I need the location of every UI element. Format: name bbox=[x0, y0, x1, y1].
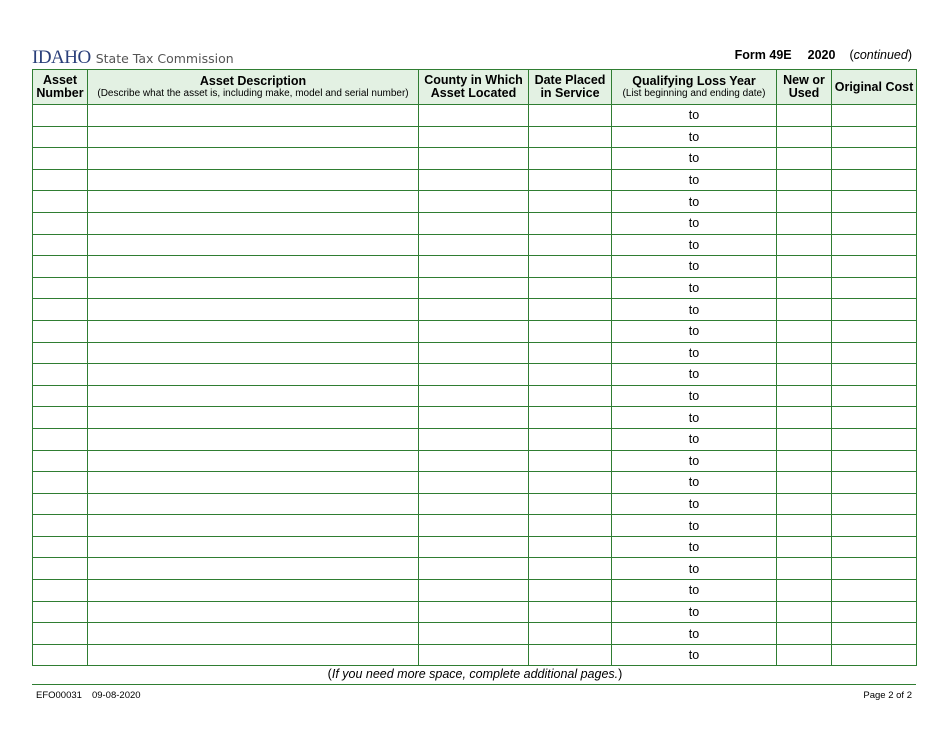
cell-original-cost[interactable] bbox=[832, 623, 917, 645]
cell-date-placed[interactable] bbox=[529, 191, 612, 213]
table-row bbox=[33, 191, 917, 213]
date-range-connector: to bbox=[688, 194, 700, 209]
date-range-connector: to bbox=[688, 626, 700, 641]
cell-date-placed[interactable] bbox=[529, 234, 612, 256]
cell-date-placed[interactable] bbox=[529, 623, 612, 645]
table-row bbox=[33, 342, 917, 364]
cell-new-or-used[interactable] bbox=[777, 191, 832, 213]
cell-asset-number[interactable] bbox=[33, 148, 88, 170]
cell-county[interactable] bbox=[419, 515, 529, 537]
date-range-connector: to bbox=[688, 648, 700, 663]
cell-original-cost[interactable] bbox=[832, 169, 917, 191]
cell-original-cost[interactable] bbox=[832, 234, 917, 256]
cell-original-cost[interactable] bbox=[832, 342, 917, 364]
table-row bbox=[33, 148, 917, 170]
cell-county[interactable] bbox=[419, 472, 529, 494]
cell-qualifying-year[interactable] bbox=[612, 320, 777, 342]
cell-new-or-used[interactable] bbox=[777, 169, 832, 191]
form-year: 2020 bbox=[807, 48, 836, 62]
cell-date-placed[interactable] bbox=[529, 320, 612, 342]
cell-asset-description[interactable] bbox=[88, 169, 419, 191]
date-range-connector: to bbox=[688, 518, 700, 533]
cell-qualifying-year[interactable] bbox=[612, 558, 777, 580]
cell-asset-description[interactable] bbox=[88, 407, 419, 429]
cell-new-or-used[interactable] bbox=[777, 234, 832, 256]
cell-original-cost[interactable] bbox=[832, 536, 917, 558]
cell-qualifying-year[interactable] bbox=[612, 644, 777, 666]
cell-asset-description[interactable] bbox=[88, 558, 419, 580]
cell-asset-number[interactable] bbox=[33, 299, 88, 321]
table-row bbox=[33, 472, 917, 494]
cell-county[interactable] bbox=[419, 169, 529, 191]
cell-original-cost[interactable] bbox=[832, 407, 917, 429]
cell-new-or-used[interactable] bbox=[777, 493, 832, 515]
footer-divider bbox=[32, 684, 916, 685]
cell-date-placed[interactable] bbox=[529, 169, 612, 191]
cell-new-or-used[interactable] bbox=[777, 558, 832, 580]
date-range-connector: to bbox=[688, 237, 700, 252]
cell-date-placed[interactable] bbox=[529, 256, 612, 278]
cell-county[interactable] bbox=[419, 580, 529, 602]
cell-new-or-used[interactable] bbox=[777, 126, 832, 148]
logo-mark: IDAHO bbox=[32, 47, 91, 68]
cell-original-cost[interactable] bbox=[832, 212, 917, 234]
cell-qualifying-year[interactable] bbox=[612, 299, 777, 321]
header-qualifying-year-sub: (List beginning and ending date) bbox=[622, 87, 766, 99]
cell-original-cost[interactable] bbox=[832, 385, 917, 407]
page-number: Page 2 of 2 bbox=[863, 690, 912, 701]
cell-new-or-used[interactable] bbox=[777, 105, 832, 127]
cell-new-or-used[interactable] bbox=[777, 277, 832, 299]
cell-date-placed[interactable] bbox=[529, 407, 612, 429]
cell-county[interactable] bbox=[419, 450, 529, 472]
revision-date: 09-08-2020 bbox=[91, 690, 141, 701]
table-header-row bbox=[33, 70, 917, 105]
cell-qualifying-year[interactable] bbox=[612, 256, 777, 278]
table-row bbox=[33, 580, 917, 602]
logo-subtitle: State Tax Commission bbox=[95, 51, 234, 66]
cell-qualifying-year[interactable] bbox=[612, 472, 777, 494]
cell-original-cost[interactable] bbox=[832, 580, 917, 602]
table-row bbox=[33, 644, 917, 666]
cell-date-placed[interactable] bbox=[529, 105, 612, 127]
cell-new-or-used[interactable] bbox=[777, 385, 832, 407]
cell-asset-description[interactable] bbox=[88, 601, 419, 623]
cell-date-placed[interactable] bbox=[529, 450, 612, 472]
cell-qualifying-year[interactable] bbox=[612, 277, 777, 299]
table-row bbox=[33, 493, 917, 515]
table-row bbox=[33, 169, 917, 191]
cell-original-cost[interactable] bbox=[832, 472, 917, 494]
cell-date-placed[interactable] bbox=[529, 212, 612, 234]
cell-new-or-used[interactable] bbox=[777, 580, 832, 602]
cell-asset-number[interactable] bbox=[33, 601, 88, 623]
date-range-connector: to bbox=[688, 324, 700, 339]
cell-new-or-used[interactable] bbox=[777, 601, 832, 623]
cell-new-or-used[interactable] bbox=[777, 342, 832, 364]
table-row bbox=[33, 234, 917, 256]
cell-qualifying-year[interactable] bbox=[612, 191, 777, 213]
date-range-connector: to bbox=[688, 259, 700, 274]
header-new-or-used: New or Used bbox=[777, 70, 832, 105]
cell-asset-number[interactable] bbox=[33, 320, 88, 342]
cell-original-cost[interactable] bbox=[832, 277, 917, 299]
date-range-connector: to bbox=[688, 561, 700, 576]
date-range-connector: to bbox=[688, 432, 700, 447]
cell-asset-number[interactable] bbox=[33, 191, 88, 213]
cell-original-cost[interactable] bbox=[832, 148, 917, 170]
cell-date-placed[interactable] bbox=[529, 493, 612, 515]
cell-new-or-used[interactable] bbox=[777, 299, 832, 321]
cell-asset-description[interactable] bbox=[88, 105, 419, 127]
cell-original-cost[interactable] bbox=[832, 428, 917, 450]
cell-new-or-used[interactable] bbox=[777, 428, 832, 450]
header-asset-description bbox=[88, 70, 419, 105]
cell-qualifying-year[interactable] bbox=[612, 169, 777, 191]
cell-county[interactable] bbox=[419, 299, 529, 321]
cell-county[interactable] bbox=[419, 536, 529, 558]
cell-date-placed[interactable] bbox=[529, 472, 612, 494]
cell-asset-number[interactable] bbox=[33, 580, 88, 602]
cell-original-cost[interactable] bbox=[832, 515, 917, 537]
cell-asset-description[interactable] bbox=[88, 299, 419, 321]
cell-qualifying-year[interactable] bbox=[612, 493, 777, 515]
cell-asset-number[interactable] bbox=[33, 342, 88, 364]
table-row bbox=[33, 601, 917, 623]
cell-asset-description[interactable] bbox=[88, 472, 419, 494]
asset-table bbox=[32, 69, 917, 666]
cell-original-cost[interactable] bbox=[832, 191, 917, 213]
cell-qualifying-year[interactable] bbox=[612, 385, 777, 407]
cell-date-placed[interactable] bbox=[529, 644, 612, 666]
table-row bbox=[33, 277, 917, 299]
cell-county[interactable] bbox=[419, 623, 529, 645]
table-row bbox=[33, 536, 917, 558]
cell-date-placed[interactable] bbox=[529, 385, 612, 407]
cell-county[interactable] bbox=[419, 558, 529, 580]
cell-asset-number[interactable] bbox=[33, 428, 88, 450]
cell-new-or-used[interactable] bbox=[777, 536, 832, 558]
date-range-connector: to bbox=[688, 108, 700, 123]
cell-asset-number[interactable] bbox=[33, 277, 88, 299]
cell-asset-number[interactable] bbox=[33, 623, 88, 645]
cell-asset-description[interactable] bbox=[88, 428, 419, 450]
cell-asset-number[interactable] bbox=[33, 515, 88, 537]
cell-asset-number[interactable] bbox=[33, 385, 88, 407]
date-range-connector: to bbox=[688, 216, 700, 231]
cell-county[interactable] bbox=[419, 601, 529, 623]
cell-asset-number[interactable] bbox=[33, 536, 88, 558]
header-date-placed: Date Placed in Service bbox=[529, 70, 612, 105]
cell-asset-number[interactable] bbox=[33, 234, 88, 256]
cell-qualifying-year[interactable] bbox=[612, 623, 777, 645]
cell-county[interactable] bbox=[419, 407, 529, 429]
continued-label: (continued) bbox=[849, 48, 912, 62]
table-row bbox=[33, 385, 917, 407]
table-row bbox=[33, 623, 917, 645]
date-range-connector: to bbox=[688, 389, 700, 404]
date-range-connector: to bbox=[688, 583, 700, 598]
cell-asset-description[interactable] bbox=[88, 126, 419, 148]
table-row bbox=[33, 515, 917, 537]
cell-asset-number[interactable] bbox=[33, 407, 88, 429]
cell-new-or-used[interactable] bbox=[777, 320, 832, 342]
cell-qualifying-year[interactable] bbox=[612, 428, 777, 450]
cell-new-or-used[interactable] bbox=[777, 148, 832, 170]
cell-date-placed[interactable] bbox=[529, 148, 612, 170]
cell-date-placed[interactable] bbox=[529, 580, 612, 602]
date-range-connector: to bbox=[688, 540, 700, 555]
date-range-connector: to bbox=[688, 475, 700, 490]
cell-date-placed[interactable] bbox=[529, 558, 612, 580]
cell-asset-description[interactable] bbox=[88, 212, 419, 234]
date-range-connector: to bbox=[688, 302, 700, 317]
cell-county[interactable] bbox=[419, 277, 529, 299]
cell-qualifying-year[interactable] bbox=[612, 126, 777, 148]
cell-new-or-used[interactable] bbox=[777, 212, 832, 234]
cell-asset-number[interactable] bbox=[33, 450, 88, 472]
cell-original-cost[interactable] bbox=[832, 601, 917, 623]
cell-date-placed[interactable] bbox=[529, 536, 612, 558]
cell-qualifying-year[interactable] bbox=[612, 234, 777, 256]
header-asset-description-sub: (Describe what the asset is, including make, model and serial number) bbox=[97, 87, 409, 99]
date-range-connector: to bbox=[688, 604, 700, 619]
date-range-connector: to bbox=[688, 496, 700, 511]
cell-original-cost[interactable] bbox=[832, 450, 917, 472]
cell-county[interactable] bbox=[419, 364, 529, 386]
cell-county[interactable] bbox=[419, 493, 529, 515]
cell-date-placed[interactable] bbox=[529, 515, 612, 537]
cell-date-placed[interactable] bbox=[529, 277, 612, 299]
cell-county[interactable] bbox=[419, 342, 529, 364]
cell-new-or-used[interactable] bbox=[777, 515, 832, 537]
cell-qualifying-year[interactable] bbox=[612, 580, 777, 602]
cell-original-cost[interactable] bbox=[832, 364, 917, 386]
cell-new-or-used[interactable] bbox=[777, 364, 832, 386]
cell-original-cost[interactable] bbox=[832, 256, 917, 278]
date-range-connector: to bbox=[688, 173, 700, 188]
cell-asset-number[interactable] bbox=[33, 472, 88, 494]
cell-asset-number[interactable] bbox=[33, 364, 88, 386]
cell-asset-description[interactable] bbox=[88, 623, 419, 645]
cell-asset-description[interactable] bbox=[88, 515, 419, 537]
cell-asset-description[interactable] bbox=[88, 536, 419, 558]
cell-qualifying-year[interactable] bbox=[612, 450, 777, 472]
cell-asset-description[interactable] bbox=[88, 191, 419, 213]
idaho-logo bbox=[32, 47, 234, 69]
cell-asset-description[interactable] bbox=[88, 342, 419, 364]
form-name: Form 49E bbox=[734, 48, 792, 62]
date-range-connector: to bbox=[688, 345, 700, 360]
cell-county[interactable] bbox=[419, 644, 529, 666]
cell-original-cost[interactable] bbox=[832, 105, 917, 127]
cell-original-cost[interactable] bbox=[832, 493, 917, 515]
header-asset-description-title: Asset Description bbox=[199, 73, 307, 88]
cell-original-cost[interactable] bbox=[832, 558, 917, 580]
cell-asset-description[interactable] bbox=[88, 256, 419, 278]
header-asset-number: Asset Number bbox=[33, 70, 88, 105]
cell-asset-description[interactable] bbox=[88, 234, 419, 256]
cell-county[interactable] bbox=[419, 212, 529, 234]
table-row bbox=[33, 428, 917, 450]
cell-qualifying-year[interactable] bbox=[612, 105, 777, 127]
cell-asset-number[interactable] bbox=[33, 558, 88, 580]
cell-qualifying-year[interactable] bbox=[612, 212, 777, 234]
cell-asset-number[interactable] bbox=[33, 256, 88, 278]
cell-date-placed[interactable] bbox=[529, 126, 612, 148]
date-range-connector: to bbox=[688, 453, 700, 468]
header-original-cost: Original Cost bbox=[832, 70, 917, 105]
cell-date-placed[interactable] bbox=[529, 364, 612, 386]
cell-date-placed[interactable] bbox=[529, 601, 612, 623]
cell-date-placed[interactable] bbox=[529, 299, 612, 321]
form-identifier bbox=[735, 48, 912, 62]
form-code: EFO00031 bbox=[36, 690, 82, 701]
header-county: County in Which Asset Located bbox=[419, 70, 529, 105]
cell-asset-number[interactable] bbox=[33, 105, 88, 127]
cell-county[interactable] bbox=[419, 385, 529, 407]
date-range-connector: to bbox=[688, 367, 700, 382]
cell-asset-description[interactable] bbox=[88, 148, 419, 170]
cell-original-cost[interactable] bbox=[832, 299, 917, 321]
cell-qualifying-year[interactable] bbox=[612, 515, 777, 537]
cell-asset-description[interactable] bbox=[88, 644, 419, 666]
form-code-line bbox=[36, 690, 141, 701]
cell-asset-description[interactable] bbox=[88, 364, 419, 386]
date-range-connector: to bbox=[688, 129, 700, 144]
cell-asset-description[interactable] bbox=[88, 580, 419, 602]
cell-new-or-used[interactable] bbox=[777, 644, 832, 666]
cell-county[interactable] bbox=[419, 148, 529, 170]
cell-county[interactable] bbox=[419, 256, 529, 278]
table-row bbox=[33, 299, 917, 321]
cell-new-or-used[interactable] bbox=[777, 450, 832, 472]
cell-asset-description[interactable] bbox=[88, 320, 419, 342]
cell-asset-description[interactable] bbox=[88, 493, 419, 515]
cell-asset-number[interactable] bbox=[33, 169, 88, 191]
table-row bbox=[33, 256, 917, 278]
cell-asset-description[interactable] bbox=[88, 277, 419, 299]
cell-asset-description[interactable] bbox=[88, 385, 419, 407]
header-qualifying-year bbox=[612, 70, 777, 105]
cell-qualifying-year[interactable] bbox=[612, 536, 777, 558]
cell-qualifying-year[interactable] bbox=[612, 364, 777, 386]
cell-asset-number[interactable] bbox=[33, 493, 88, 515]
cell-county[interactable] bbox=[419, 126, 529, 148]
more-space-note: (If you need more space, complete additional pages.) bbox=[327, 667, 623, 681]
date-range-connector: to bbox=[688, 410, 700, 425]
table-row bbox=[33, 364, 917, 386]
cell-new-or-used[interactable] bbox=[777, 256, 832, 278]
cell-original-cost[interactable] bbox=[832, 320, 917, 342]
cell-qualifying-year[interactable] bbox=[612, 148, 777, 170]
table-row bbox=[33, 105, 917, 127]
table-row bbox=[33, 126, 917, 148]
table-row bbox=[33, 558, 917, 580]
cell-asset-description[interactable] bbox=[88, 450, 419, 472]
date-range-connector: to bbox=[688, 281, 700, 296]
cell-date-placed[interactable] bbox=[529, 342, 612, 364]
cell-county[interactable] bbox=[419, 320, 529, 342]
cell-asset-number[interactable] bbox=[33, 212, 88, 234]
cell-original-cost[interactable] bbox=[832, 126, 917, 148]
cell-qualifying-year[interactable] bbox=[612, 407, 777, 429]
cell-original-cost[interactable] bbox=[832, 644, 917, 666]
cell-qualifying-year[interactable] bbox=[612, 342, 777, 364]
date-range-connector: to bbox=[688, 151, 700, 166]
table-row bbox=[33, 212, 917, 234]
cell-new-or-used[interactable] bbox=[777, 472, 832, 494]
cell-county[interactable] bbox=[419, 234, 529, 256]
table-row bbox=[33, 407, 917, 429]
cell-date-placed[interactable] bbox=[529, 428, 612, 450]
cell-qualifying-year[interactable] bbox=[612, 601, 777, 623]
table-body bbox=[33, 105, 917, 666]
header-qualifying-year-title: Qualifying Loss Year bbox=[632, 73, 756, 88]
cell-asset-number[interactable] bbox=[33, 126, 88, 148]
cell-county[interactable] bbox=[419, 428, 529, 450]
cell-new-or-used[interactable] bbox=[777, 407, 832, 429]
table-row bbox=[33, 320, 917, 342]
cell-county[interactable] bbox=[419, 191, 529, 213]
cell-asset-number[interactable] bbox=[33, 644, 88, 666]
cell-new-or-used[interactable] bbox=[777, 623, 832, 645]
table-row bbox=[33, 450, 917, 472]
cell-county[interactable] bbox=[419, 105, 529, 127]
